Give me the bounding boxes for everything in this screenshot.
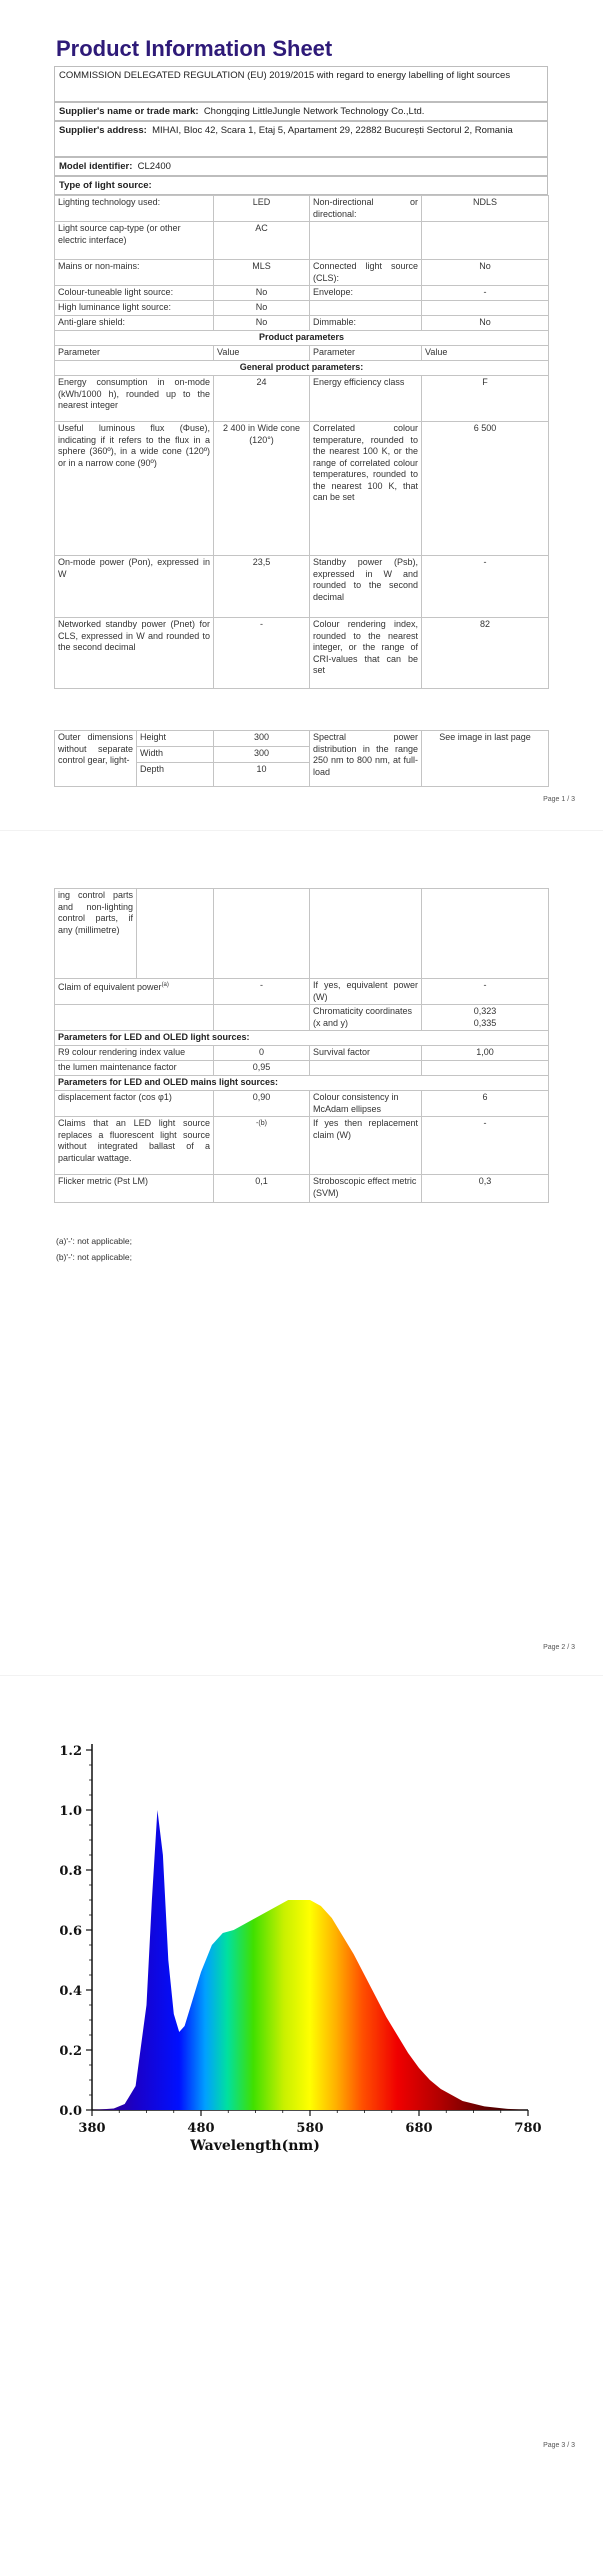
page-number: Page 3 / 3 xyxy=(543,2442,575,2449)
colour-tuneable-value: No xyxy=(214,286,310,301)
cri-label: Colour rendering index, rounded to the nearest integer, or the range of CRI-values that can be set xyxy=(310,618,422,689)
networked-standby-value: - xyxy=(214,618,310,689)
table-row xyxy=(55,556,549,618)
table-row xyxy=(55,1091,549,1117)
y-tick-label: 1.0 xyxy=(59,1804,82,1819)
survival-label: Survival factor xyxy=(310,1046,422,1061)
page-1 xyxy=(0,0,603,810)
depth-value: 10 xyxy=(214,763,310,787)
lighting-tech-value: LED xyxy=(214,196,310,222)
dimmable-value: No xyxy=(422,316,549,331)
model-value: CL2400 xyxy=(137,161,171,172)
table-row xyxy=(55,346,549,361)
on-mode-power-value: 23,5 xyxy=(214,556,310,618)
spectral-distribution-chart xyxy=(0,1710,603,2230)
page-divider xyxy=(0,1675,603,1676)
table-row xyxy=(55,422,549,556)
dimensions-table-p1 xyxy=(54,730,549,787)
general-parameters-heading: General product parameters: xyxy=(55,361,549,376)
anti-glare-value: No xyxy=(214,316,310,331)
equivalent-power-label xyxy=(55,979,214,1005)
col-header-parameter-2: Parameter xyxy=(310,346,422,361)
efficiency-class-value: F xyxy=(422,376,549,422)
footnote-b: (b)'-': not applicable; xyxy=(56,1252,133,1262)
chart-series-area xyxy=(92,1810,528,2110)
cap-type-label: Light source cap-type (or other electric interface) xyxy=(55,222,214,260)
directional-label: Non-directional or directional: xyxy=(310,196,422,222)
networked-standby-label: Networked standby power (Pnet) for CLS, expressed in W and rounded to the second decimal xyxy=(55,618,214,689)
displacement-value: 0,90 xyxy=(214,1091,310,1117)
survival-value: 1,00 xyxy=(422,1046,549,1061)
r9-label: R9 colour rendering index value xyxy=(55,1046,214,1061)
x-axis-label: Wavelength(nm) xyxy=(190,2138,320,2154)
x-tick-label: 680 xyxy=(405,2121,433,2136)
page-3 xyxy=(0,1690,603,2560)
width-value: 300 xyxy=(214,747,310,763)
height-value: 300 xyxy=(214,731,310,747)
page-number: Page 2 / 3 xyxy=(543,1644,575,1651)
replacement-claim-yes-label: If yes then replacement claim (W) xyxy=(310,1117,422,1175)
y-tick-label: 0.2 xyxy=(59,2044,82,2059)
replacement-claim-value: -(b) xyxy=(214,1117,310,1175)
table-row xyxy=(55,731,549,747)
stroboscopic-value: 0,3 xyxy=(422,1175,549,1203)
colour-consistency-label: Colour consistency in McAdam ellipses xyxy=(310,1091,422,1117)
page-divider xyxy=(0,830,603,831)
spd-value: See image in last page xyxy=(422,731,549,787)
table-row xyxy=(55,222,549,260)
standby-power-value: - xyxy=(422,556,549,618)
luminous-flux-label: Useful luminous flux (Φuse), indicating if it refers to the flux in a sphere (360º), in a wide cone (120º) or in a narrow cone (90º) xyxy=(55,422,214,556)
equivalent-power-text: Claim of equivalent power xyxy=(58,982,162,992)
table-row xyxy=(55,301,549,316)
lumen-maintenance-value: 0,95 xyxy=(214,1061,310,1076)
standby-power-label: Standby power (Psb), expressed in W and rounded to the second decimal xyxy=(310,556,422,618)
table-row xyxy=(55,889,549,979)
page-2 xyxy=(0,860,603,1660)
type-table xyxy=(54,195,549,689)
table-row xyxy=(55,260,549,286)
address-value: MIHAI, Bloc 42, Scara 1, Etaj 5, Apartament 29, 22882 București Sectorul 2, Romania xyxy=(152,125,513,136)
supplier-label: Supplier's name or trade mark: xyxy=(59,106,199,117)
flicker-value: 0,1 xyxy=(214,1175,310,1203)
supplier-box xyxy=(54,102,548,121)
replacement-claim-label: Claims that an LED light source replaces a fluorescent light source without integrated ballast of a particular wattage. xyxy=(55,1117,214,1175)
x-tick-label: 780 xyxy=(514,2121,542,2136)
cls-label: Connected light source (CLS): xyxy=(310,260,422,286)
table-row xyxy=(55,316,549,331)
cct-value: 6 500 xyxy=(422,422,549,556)
stroboscopic-label: Stroboscopic effect metric (SVM) xyxy=(310,1175,422,1203)
dimensions-table-p2 xyxy=(54,888,549,979)
chromaticity-value: 0,323 0,335 xyxy=(422,1005,549,1031)
supplier-value: Chongqing LittleJungle Network Technology Co.,Ltd. xyxy=(203,106,425,117)
width-label: Width xyxy=(137,747,214,763)
efficiency-class-label: Energy efficiency class xyxy=(310,376,422,422)
flicker-label: Flicker metric (Pst LM) xyxy=(55,1175,214,1203)
led-section-heading: Parameters for LED and OLED light sources: xyxy=(55,1031,549,1046)
dimmable-label: Dimmable: xyxy=(310,316,422,331)
equivalent-power-value: - xyxy=(214,979,310,1005)
document-title: Product Information Sheet xyxy=(56,36,333,61)
regulation-text: COMMISSION DELEGATED REGULATION (EU) 2019/2015 with regard to energy labelling of light sources xyxy=(59,70,511,81)
r9-value: 0 xyxy=(214,1046,310,1061)
cct-label: Correlated colour temperature, rounded to the nearest 100 K, or the range of correlated colour temperatures, rounded to the nearest 100 K, that can be set xyxy=(310,422,422,556)
table-row xyxy=(55,1175,549,1203)
table-row xyxy=(55,331,549,346)
col-header-value-2: Value xyxy=(422,346,549,361)
table-row xyxy=(55,979,549,1005)
cap-type-value: AC xyxy=(214,222,310,260)
energy-consumption-label: Energy consumption in on-mode (kWh/1000 h), rounded up to the nearest integer xyxy=(55,376,214,422)
col-header-value: Value xyxy=(214,346,310,361)
colour-tuneable-label: Colour-tuneable light source: xyxy=(55,286,214,301)
regulation-box xyxy=(54,66,548,102)
lighting-tech-label: Lighting technology used: xyxy=(55,196,214,222)
table-row xyxy=(55,361,549,376)
displacement-label: displacement factor (cos φ1) xyxy=(55,1091,214,1117)
x-tick-label: 380 xyxy=(78,2121,106,2136)
anti-glare-label: Anti-glare shield: xyxy=(55,316,214,331)
table-row xyxy=(55,196,549,222)
chromaticity-label: Chromaticity coordinates (x and y) xyxy=(310,1005,422,1031)
colour-consistency-value: 6 xyxy=(422,1091,549,1117)
envelope-value: - xyxy=(422,286,549,301)
dimensions-label: Outer dimensions without separate control gear, light- xyxy=(55,731,137,787)
product-parameters-heading: Product parameters xyxy=(55,331,549,346)
table-row xyxy=(55,286,549,301)
y-tick-label: 0.6 xyxy=(59,1924,82,1939)
page-number: Page 1 / 3 xyxy=(543,796,575,803)
type-box xyxy=(54,176,548,195)
table-row xyxy=(55,618,549,689)
x-tick-label: 580 xyxy=(296,2121,324,2136)
cls-value: No xyxy=(422,260,549,286)
mains-label: Mains or non-mains: xyxy=(55,260,214,286)
y-tick-label: 1.2 xyxy=(59,1744,82,1759)
table-row xyxy=(55,1076,549,1091)
on-mode-power-label: On-mode power (Pon), expressed in W xyxy=(55,556,214,618)
model-label: Model identifier: xyxy=(59,161,133,172)
table-row xyxy=(55,1061,549,1076)
height-label: Height xyxy=(137,731,214,747)
y-tick-label: 0.8 xyxy=(59,1864,82,1879)
model-box xyxy=(54,157,548,176)
directional-value: NDLS xyxy=(422,196,549,222)
lumen-maintenance-label: the lumen maintenance factor xyxy=(55,1061,214,1076)
table-row xyxy=(55,376,549,422)
y-tick-label: 0.0 xyxy=(59,2104,82,2119)
depth-label: Depth xyxy=(137,763,214,787)
table-row xyxy=(55,1046,549,1061)
mains-section-heading: Parameters for LED and OLED mains light sources: xyxy=(55,1076,549,1091)
equivalent-power-yes-label: If yes, equivalent power (W) xyxy=(310,979,422,1005)
table-row xyxy=(55,1031,549,1046)
y-tick-label: 0.4 xyxy=(59,1984,82,1999)
address-label: Supplier's address: xyxy=(59,125,147,136)
col-header-parameter: Parameter xyxy=(55,346,214,361)
footnote-a: (a)'-': not applicable; xyxy=(56,1236,133,1246)
cri-value: 82 xyxy=(422,618,549,689)
dimensions-label-continued: ing control parts and non-lighting control parts, if any (millimetre) xyxy=(55,889,137,979)
table-row xyxy=(55,1005,549,1031)
energy-consumption-value: 24 xyxy=(214,376,310,422)
mains-value: MLS xyxy=(214,260,310,286)
type-label: Type of light source: xyxy=(59,180,152,191)
luminous-flux-value: 2 400 in Wide cone (120°) xyxy=(214,422,310,556)
equivalent-power-note: (a) xyxy=(161,982,169,988)
address-box xyxy=(54,121,548,157)
parameters-table-p2 xyxy=(54,978,549,1203)
replacement-claim-yes-value: - xyxy=(422,1117,549,1175)
table-row xyxy=(55,1117,549,1175)
spectrum-area xyxy=(92,1810,528,2110)
x-tick-label: 480 xyxy=(187,2121,215,2136)
envelope-label: Envelope: xyxy=(310,286,422,301)
high-luminance-value: No xyxy=(214,301,310,316)
spd-label: Spectral power distribution in the range 250 nm to 800 nm, at full-load xyxy=(310,731,422,787)
high-luminance-label: High luminance light source: xyxy=(55,301,214,316)
equivalent-power-yes-value: - xyxy=(422,979,549,1005)
